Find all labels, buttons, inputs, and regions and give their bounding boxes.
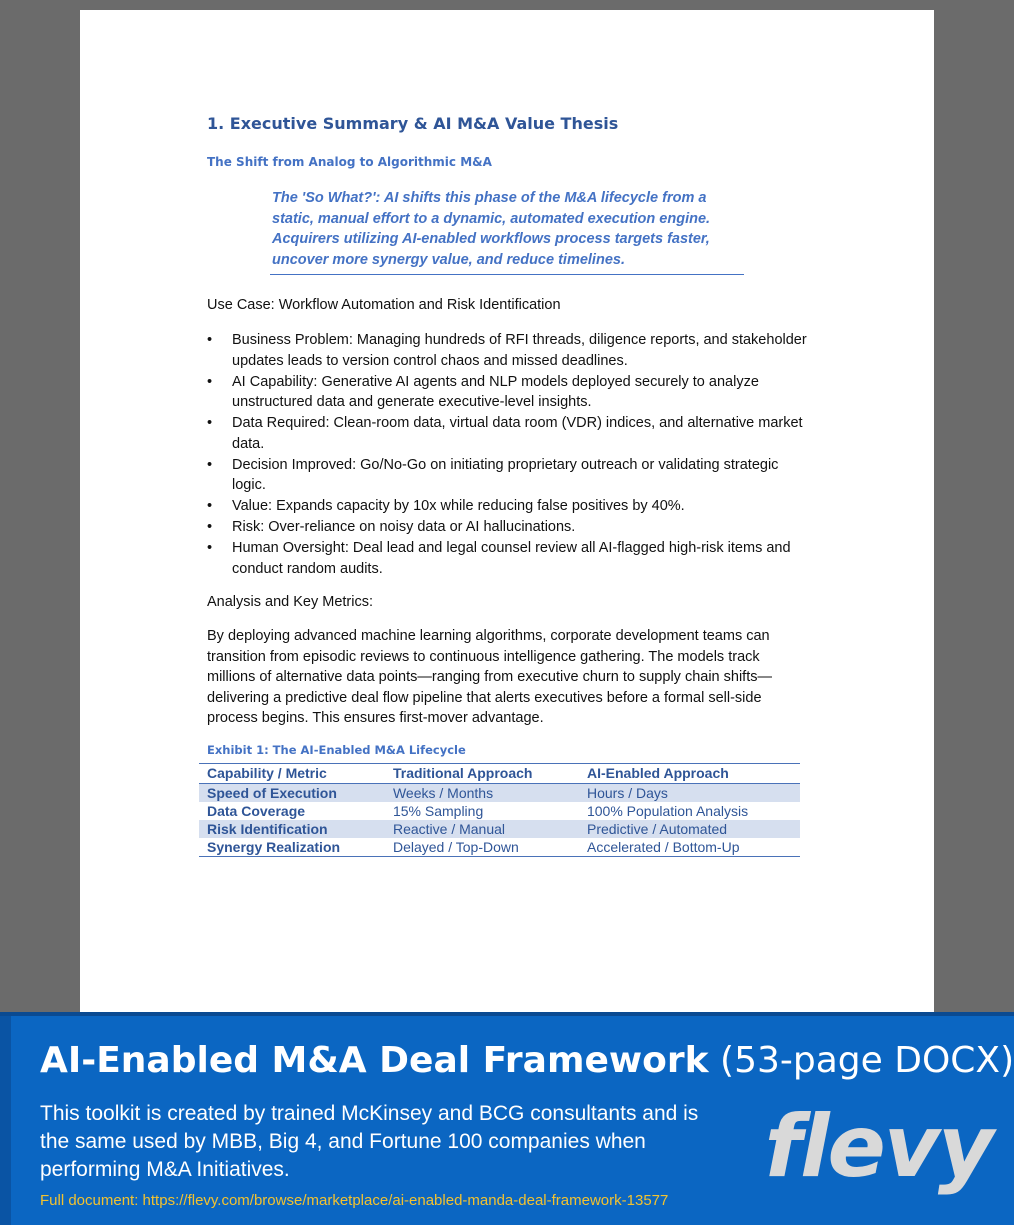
table-cell: Data Coverage (207, 802, 306, 819)
bullet-data-required: • Data Required: Clean-room data, virtual data room (VDR) indices, and alternative market data. (207, 413, 807, 454)
table-cell: 100% Population Analysis (586, 802, 749, 819)
document-page (80, 10, 934, 1015)
bullet-human-oversight: • Human Oversight: Deal lead and legal counsel review all AI-flagged high-risk items and conduct random audits. (207, 538, 807, 579)
table-header-cell: AI-Enabled Approach (579, 764, 800, 784)
banner-description: This toolkit is created by trained McKinsey and BCG consultants and is the same used by MBB, Big 4, and Fortune 100 companies when performing M&A Initiatives. (40, 1102, 699, 1181)
table-header-row (199, 764, 800, 784)
table-cell: Hours / Days (579, 784, 800, 803)
table-cell: Weeks / Months (385, 784, 579, 803)
banner-title (40, 1040, 1014, 1081)
table-row (199, 802, 800, 820)
table-cell: 15% Sampling (392, 802, 484, 819)
table-row (199, 838, 800, 857)
bullet-decision-improved: • Decision Improved: Go/No-Go on initiating proprietary outreach or validating strategic logic. (207, 455, 807, 496)
table-cell: Synergy Realization (207, 838, 341, 855)
table-cell: Delayed / Top-Down (392, 838, 519, 855)
promo-banner (0, 1012, 1014, 1225)
exhibit-table (199, 763, 800, 857)
bullet-business-problem: • Business Problem: Managing hundreds of RFI threads, diligence reports, and stakeholder updates leads to version control chaos and missed deadlines. (207, 330, 807, 371)
table-cell: Reactive / Manual (385, 820, 579, 838)
bullet-ai-capability: • AI Capability: Generative AI agents and NLP models deployed securely to analyze unstructured data and generate executive-level insights. (207, 372, 807, 413)
section-subheading: The Shift from Analog to Algorithmic M&A (207, 155, 492, 169)
table-row (199, 784, 800, 803)
bullet-risk: • Risk: Over-reliance on noisy data or AI hallucinations. (207, 517, 807, 538)
banner-title-main: AI-Enabled M&A Deal Framework (40, 1040, 709, 1081)
so-what-callout: The 'So What?': AI shifts this phase of the M&A lifecycle from a static, manual effort to a dynamic, automated execution engine. Acquirers utilizing AI-enabled workflows process targets faster, uncover more synergy value, and reduce timelines. (272, 190, 711, 268)
bullet-value: • Value: Expands capacity by 10x while reducing false positives by 40%. (207, 496, 807, 517)
exhibit-title: Exhibit 1: The AI-Enabled M&A Lifecycle (207, 743, 466, 757)
full-document-link[interactable]: Full document: https://flevy.com/browse/marketplace/ai-enabled-manda-deal-framework-13577 (40, 1192, 669, 1209)
use-case-heading: Use Case: Workflow Automation and Risk Identification (207, 297, 561, 313)
callout-divider (270, 274, 744, 275)
section-heading: 1. Executive Summary & AI M&A Value Thesis (207, 114, 619, 133)
table-cell: Predictive / Automated (579, 820, 800, 838)
table-row (199, 820, 800, 838)
table-cell: Speed of Execution (199, 784, 385, 803)
analysis-heading: Analysis and Key Metrics: (207, 594, 374, 610)
flevy-logo: flevy (764, 1097, 992, 1197)
use-case-bullet-list (207, 330, 807, 580)
banner-title-meta: (53-page DOCX) (708, 1040, 1014, 1081)
table-header-cell: Capability / Metric (199, 764, 385, 784)
table-header-cell: Traditional Approach (385, 764, 579, 784)
table-cell: Risk Identification (199, 820, 385, 838)
table-cell: Accelerated / Bottom-Up (586, 838, 740, 855)
analysis-paragraph: By deploying advanced machine learning algorithms, corporate development teams can transition from episodic reviews to continuous intelligence gathering. The models track millions of alternative data points—ranging from executive churn to supply chain shifts—delivering a predictive deal flow pipeline that alerts executives before a formal sell-side process begins. This ensures first-mover advantage. (207, 628, 772, 726)
